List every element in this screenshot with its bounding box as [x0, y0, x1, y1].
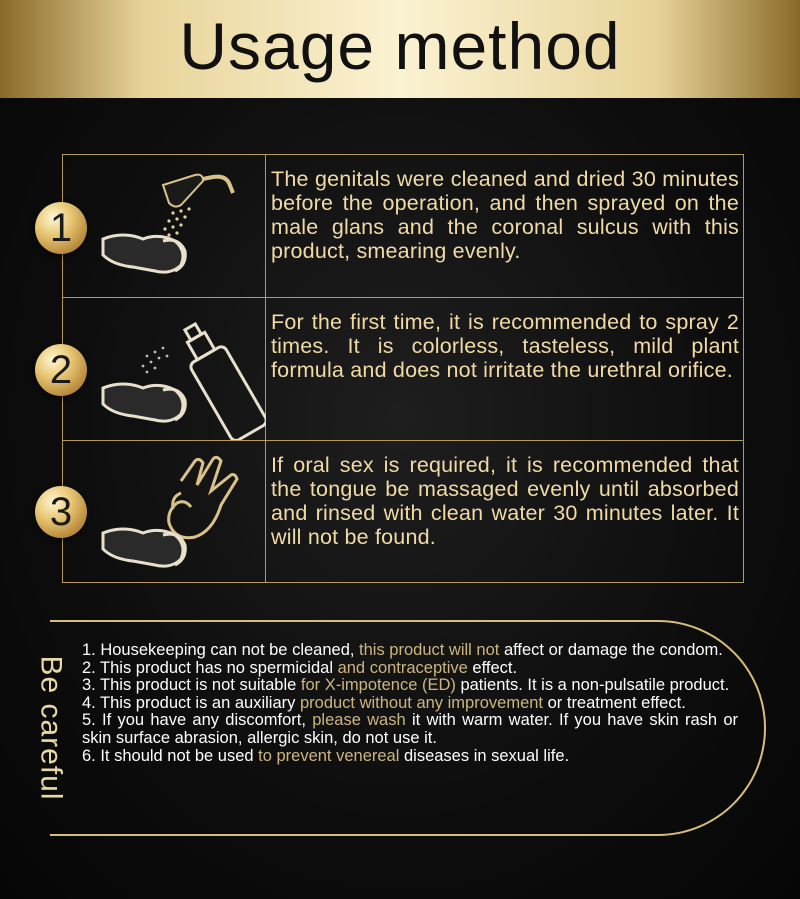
caution-list: [82, 642, 738, 765]
step-number-3: 3: [35, 486, 87, 538]
spray-bottle-icon: [63, 298, 266, 441]
shower-head-icon: [63, 155, 266, 297]
step-row-2: [63, 297, 743, 440]
usage-steps-table: [62, 154, 744, 583]
be-careful-label: Be careful: [35, 655, 69, 801]
caution-item-5: 5. If you have any discomfort, please wash it with warm water. If you have skin rash or skin surface abrasion, allergic skin, do not use it.: [82, 711, 739, 747]
be-careful-label-box: [35, 626, 69, 830]
ok-hand-icon: [63, 441, 266, 583]
caution-item-6: 6. It should not be used to prevent venereal diseases in sexual life.: [82, 746, 570, 765]
step-2-illustration: [63, 298, 266, 440]
step-number-1: 1: [35, 202, 87, 254]
step-1-text: The genitals were cleaned and dried 30 minutes before the operation, and then sprayed on the male glans and the coronal sulcus with this product, smearing evenly.: [271, 167, 739, 263]
frame-lead-bottom: [50, 834, 62, 836]
caution-item-1: 1. Housekeeping can not be cleaned, this product will not affect or damage the condom.: [82, 641, 723, 659]
caution-item-3: 3. This product is not suitable for X-impotence (ED) patients. It is a non-pulsatile product.: [82, 676, 730, 695]
step-row-1: [63, 155, 743, 297]
page-title: Usage method: [179, 9, 621, 83]
step-3-illustration: [63, 441, 266, 582]
step-number-2: 2: [35, 344, 87, 396]
step-3-text: If oral sex is required, it is recommended that the tongue be massaged evenly until absorbed and rinsed with clean water 30 minutes later. It will not be found.: [271, 453, 739, 549]
step-1-illustration: [63, 155, 266, 297]
step-row-3: [63, 440, 743, 582]
caution-item-4: 4. This product is an auxiliary product without any improvement or treatment effect.: [82, 693, 686, 712]
caution-item-2: 2. This product has no spermicidal and contraceptive effect.: [82, 658, 518, 677]
header-banner: [0, 0, 800, 98]
step-2-text: For the first time, it is recommended to spray 2 times. It is colorless, tasteless, mild plant formula and does not irritate the urethral orifice.: [271, 310, 739, 382]
frame-lead-top: [50, 620, 62, 622]
